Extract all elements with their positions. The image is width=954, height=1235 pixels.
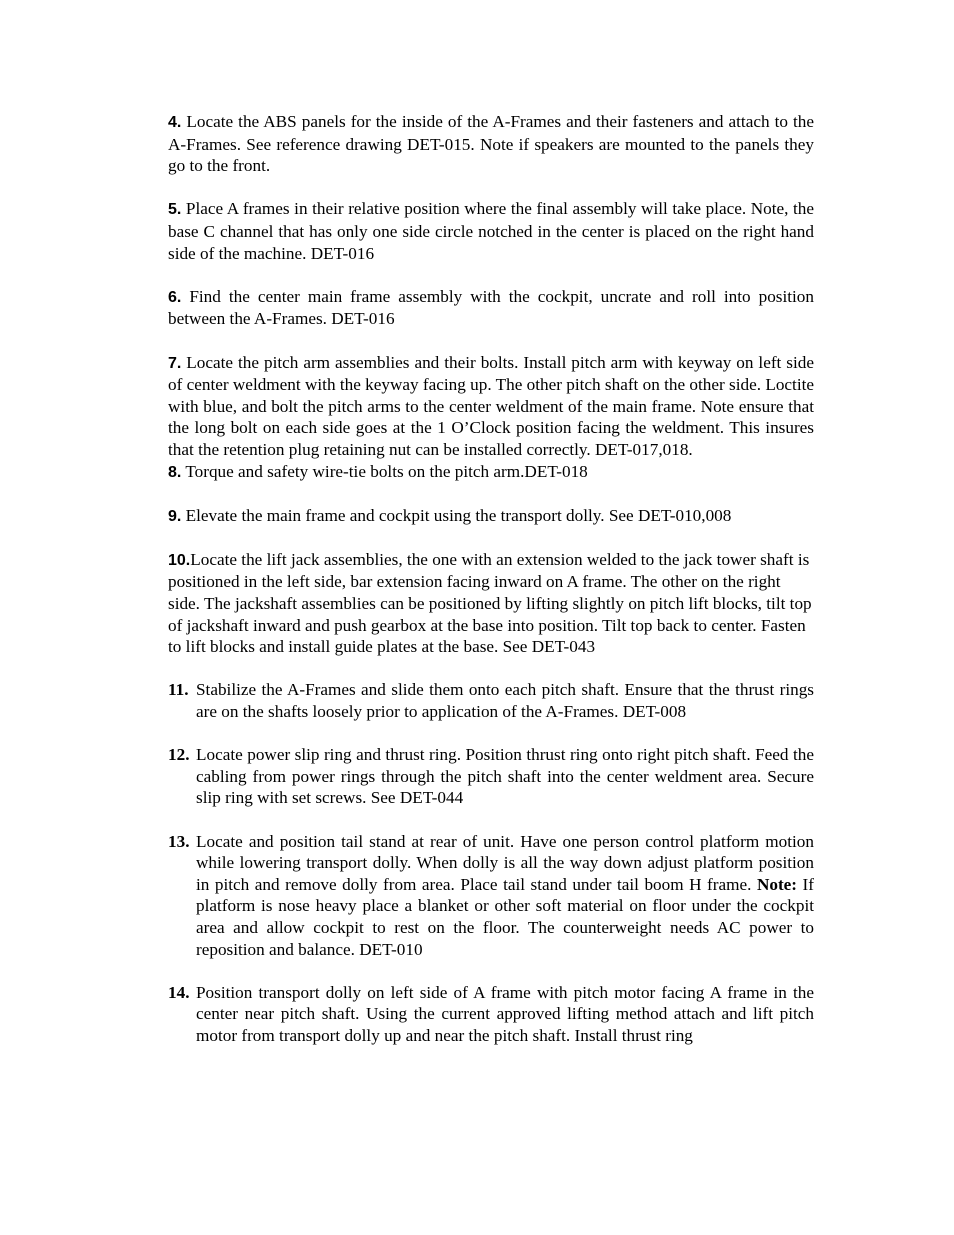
- step-number: 12.: [168, 745, 190, 765]
- step-number: 5.: [168, 201, 182, 219]
- step-text-before: Locate and position tail stand at rear of unit. Have one person control platform motion while lowering transport dolly. When dolly is all the way down adjust platform position in pitch and remove dolly from area. Place tail stand under tail boom H frame.: [196, 831, 814, 894]
- step-number: 9.: [168, 507, 182, 525]
- step-text: Locate the ABS panels for the inside of the A-Frames and their fasteners and attach to the A-Frames. See reference drawing DET-015. Note if speakers are mounted to the panels they go to the front.: [168, 112, 814, 176]
- note-label: Note:: [756, 874, 798, 894]
- step-text: Place A frames in their relative position where the final assembly will take place. Note, the base C channel that has only one side circle notched in the center is placed on the right hand side of the machine. DET-016: [168, 199, 814, 263]
- step-4: [168, 111, 814, 177]
- step-6: [168, 286, 814, 330]
- step-text: Locate the pitch arm assemblies and their bolts. Install pitch arm with keyway on left side of center weldment with the keyway facing up. The other pitch shaft on the other side. Loctite with blue, and bolt the pitch arms to the center weldment of the main frame. Note ensure that the long bolt on each side goes at the 1 O’Clock position facing the weldment. This insures that the retention plug retaining nut can be installed correctly. DET-017,018.: [168, 352, 814, 459]
- step-10: [168, 549, 814, 658]
- step-number: 6.: [168, 288, 182, 306]
- step-number: 4.: [168, 114, 182, 131]
- step-text: Torque and safety wire-tie bolts on the pitch arm.DET-018: [181, 461, 588, 481]
- step-number: 14.: [168, 982, 190, 1002]
- step-number: 11.: [168, 680, 189, 700]
- step-11: [168, 679, 814, 722]
- step-9: [168, 505, 814, 528]
- step-7: [168, 352, 814, 461]
- step-number: 10.: [168, 551, 191, 569]
- step-text: Stabilize the A-Frames and slide them onto each pitch shaft. Ensure that the thrust rings are on the shafts loosely prior to application of the A-Frames. DET-008: [196, 680, 814, 722]
- step-number: 7.: [168, 354, 182, 372]
- step-text: Find the center main frame assembly with the cockpit, uncrate and roll into position between the A-Frames. DET-016: [168, 286, 814, 329]
- step-5: [168, 198, 814, 264]
- step-text: Locate the lift jack assemblies, the one with an extension welded to the jack tower shaft is positioned in the left side, bar extension facing inward on A frame. The other on the right side. The jackshaft assemblies can be positioned by lifting slightly on pitch lift blocks, tilt top of jackshaft inward and push gearbox at the base into position. Tilt top back to center. Fasten to lift blocks and install guide plates at the base. See DET-043: [168, 549, 812, 657]
- step-text: Locate power slip ring and thrust ring. Position thrust ring onto right pitch shaft. Feed the cabling from power rings through the pitch shaft into the center weldment area. Secure slip ring with set screws. See DET-044: [196, 745, 814, 808]
- document-page: [168, 111, 814, 1047]
- step-number: 8.: [168, 463, 182, 481]
- step-text-after: If platform is nose heavy place a blanket or other soft material on floor under the cockpit area and allow cockpit to rest on the floor. The counterweight needs AC power to reposition and balance. DET-010: [196, 874, 814, 959]
- step-8: [168, 461, 814, 484]
- step-13: [168, 831, 814, 961]
- step-12: [168, 744, 814, 809]
- step-text: Position transport dolly on left side of A frame with pitch motor facing A frame in the center near pitch shaft. Using the current approved lifting method attach and lift pitch motor from transport dolly up and near the pitch shaft. Install thrust ring: [196, 982, 814, 1045]
- step-text: Elevate the main frame and cockpit using the transport dolly. See DET-010,008: [181, 505, 732, 525]
- step-14: [168, 982, 814, 1047]
- step-number: 13.: [168, 831, 190, 851]
